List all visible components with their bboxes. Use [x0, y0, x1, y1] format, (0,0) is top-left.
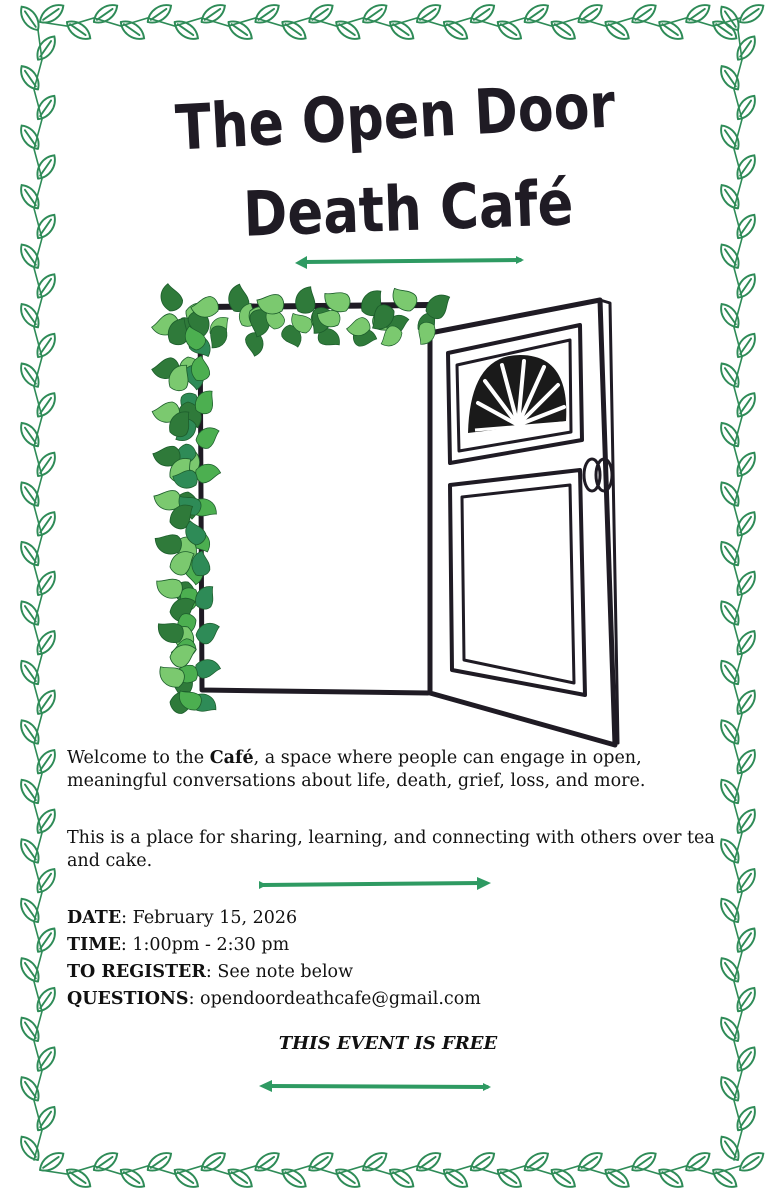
leaf-icon: [171, 1165, 202, 1192]
leaf-icon: [629, 1148, 660, 1175]
leaf-icon: [198, 1148, 229, 1175]
leaf-icon: [575, 0, 606, 27]
time-row: [67, 932, 727, 959]
leaf-icon: [440, 1165, 471, 1192]
time-value: : 1:00pm - 2:30 pm: [120, 935, 290, 955]
welcome-paragraph: [67, 747, 727, 793]
leaf-icon: [144, 0, 175, 27]
leaf-icon: [682, 0, 713, 27]
leaf-icon: [90, 0, 121, 27]
ivy-leaf-icon: [194, 425, 223, 451]
leaf-icon: [656, 17, 687, 44]
leaf-icon: [656, 1165, 687, 1192]
leaf-icon: [359, 0, 390, 27]
leaf-icon: [602, 17, 633, 44]
leaf-icon: [467, 1148, 498, 1175]
register-row: [67, 959, 727, 986]
leaf-icon: [359, 1148, 390, 1175]
leaf-icon: [252, 0, 283, 27]
date-value: : February 15, 2026: [121, 908, 298, 928]
leaf-icon: [63, 1165, 94, 1192]
arrow-right-icon: [255, 874, 495, 894]
arrow-left-icon: [290, 252, 530, 272]
questions-value: : opendoordeathcafe@gmail.com: [188, 989, 481, 1009]
leaf-icon: [306, 0, 337, 27]
leaf-icon: [709, 1165, 740, 1192]
leaf-icon: [602, 1165, 633, 1192]
arrow-left-icon: [255, 1076, 495, 1096]
welcome-intro-after: , a space where people can engage in open, meaningful conversations about life, death, grief, loss, and more.: [67, 748, 646, 791]
free-event-note: THIS EVENT IS FREE: [278, 1033, 498, 1054]
register-label: TO REGISTER: [67, 962, 206, 982]
date-row: [67, 905, 727, 932]
leaf-icon: [198, 0, 229, 27]
leaf-icon: [306, 1148, 337, 1175]
ivy-leaf-icon: [193, 657, 221, 682]
leaf-icon: [33, 33, 60, 64]
title-line-1: The Open Door: [173, 64, 699, 165]
ivy-leaf-icon: [161, 284, 183, 311]
leaf-icon: [413, 1148, 444, 1175]
open-door-icon: [130, 285, 640, 755]
leaf-icon: [225, 1165, 256, 1192]
sharing-paragraph: This is a place for sharing, learning, and connecting with others over tea and cake.: [67, 828, 715, 871]
leaf-icon: [63, 17, 94, 44]
leaf-icon: [386, 17, 417, 44]
leaf-icon: [736, 0, 767, 27]
questions-row: [67, 986, 727, 1013]
fanlight-window-icon: [468, 355, 566, 433]
time-label: TIME: [67, 935, 121, 955]
leaf-icon: [171, 17, 202, 44]
leaf-icon: [494, 17, 525, 44]
leaf-icon: [225, 17, 256, 44]
date-label: DATE: [67, 908, 122, 928]
leaf-icon: [629, 0, 660, 27]
leaf-icon: [521, 0, 552, 27]
leaf-icon: [736, 1148, 767, 1175]
ivy-vine-icon: [150, 281, 456, 720]
register-value: : See note below: [205, 962, 354, 982]
leaf-icon: [332, 1165, 363, 1192]
leaf-icon: [117, 17, 148, 44]
questions-label: QUESTIONS: [67, 989, 189, 1009]
leaf-icon: [279, 17, 310, 44]
event-details: [67, 905, 727, 1013]
leaf-icon: [16, 3, 43, 34]
leaf-icon: [117, 1165, 148, 1192]
leaf-icon: [548, 17, 579, 44]
leaf-icon: [440, 17, 471, 44]
title-line-2: Death Café: [242, 164, 632, 251]
leaf-icon: [548, 1165, 579, 1192]
leaf-icon: [467, 0, 498, 27]
leaf-icon: [682, 1148, 713, 1175]
leaf-icon: [144, 1148, 175, 1175]
leaf-icon: [279, 1165, 310, 1192]
title: [160, 50, 699, 280]
leaf-icon: [521, 1148, 552, 1175]
leaf-icon: [494, 1165, 525, 1192]
leaf-icon: [575, 1148, 606, 1175]
welcome-intro-before: Welcome to the: [67, 748, 210, 768]
welcome-intro-bold: Café: [209, 748, 254, 768]
leaf-icon: [252, 1148, 283, 1175]
leaf-icon: [413, 0, 444, 27]
leaf-icon: [332, 17, 363, 44]
ivy-leaf-icon: [194, 621, 223, 646]
leaf-icon: [90, 1148, 121, 1175]
leaf-icon: [386, 1165, 417, 1192]
